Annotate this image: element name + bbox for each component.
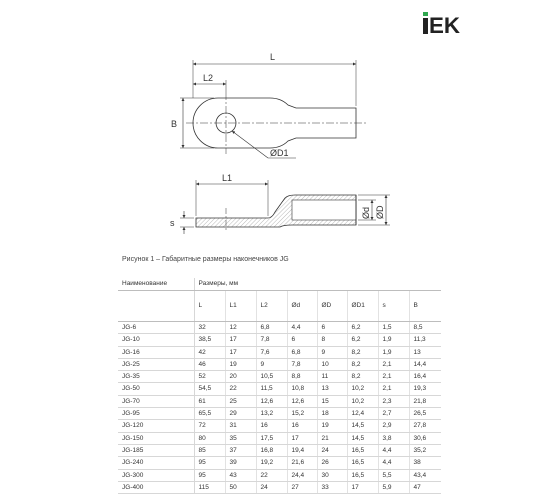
value-cell: 35,2 xyxy=(409,444,441,456)
value-cell: 10 xyxy=(317,358,347,370)
value-cell: 115 xyxy=(194,481,225,493)
value-cell: 2,1 xyxy=(378,371,409,383)
value-cell: 72 xyxy=(194,420,225,432)
value-cell: 11 xyxy=(317,371,347,383)
table-row xyxy=(118,432,441,444)
name-header: Наименование xyxy=(118,278,194,291)
value-cell: 85 xyxy=(194,444,225,456)
value-cell: 1,5 xyxy=(378,322,409,334)
value-cell: 8 xyxy=(317,334,347,346)
group-header: Размеры, мм xyxy=(194,278,441,291)
value-cell: 24 xyxy=(317,444,347,456)
value-cell: 24,4 xyxy=(287,469,317,481)
value-cell: 2,7 xyxy=(378,408,409,420)
lug-drawing xyxy=(0,0,560,250)
value-cell: 26 xyxy=(317,457,347,469)
table-row xyxy=(118,322,441,334)
value-cell: 5,5 xyxy=(378,469,409,481)
value-cell: 22 xyxy=(256,469,287,481)
value-cell: 10,2 xyxy=(347,383,378,395)
value-cell: 6,2 xyxy=(347,322,378,334)
value-cell: 9 xyxy=(256,358,287,370)
dim-D1: ØD1 xyxy=(270,148,289,158)
value-cell: 52 xyxy=(194,371,225,383)
value-cell: 12,4 xyxy=(347,408,378,420)
product-name-cell: JG-35 xyxy=(118,371,194,383)
table-row xyxy=(118,457,441,469)
value-cell: 15,2 xyxy=(287,408,317,420)
value-cell: 47 xyxy=(409,481,441,493)
value-cell: 17 xyxy=(347,481,378,493)
table-row xyxy=(118,358,441,370)
table-row xyxy=(118,334,441,346)
table-row xyxy=(118,481,441,493)
table-row xyxy=(118,346,441,358)
product-name-cell: JG-185 xyxy=(118,444,194,456)
value-cell: 32 xyxy=(194,322,225,334)
dimensions-table xyxy=(118,278,441,494)
value-cell: 7,6 xyxy=(256,346,287,358)
column-header: ØD xyxy=(317,291,347,322)
table-row xyxy=(118,469,441,481)
column-header: s xyxy=(378,291,409,322)
value-cell: 8,8 xyxy=(287,371,317,383)
product-name-cell: JG-16 xyxy=(118,346,194,358)
product-name-cell: JG-50 xyxy=(118,383,194,395)
dim-L1: L1 xyxy=(222,173,233,183)
dim-B: B xyxy=(171,119,178,129)
value-cell: 19 xyxy=(317,420,347,432)
value-cell: 38,5 xyxy=(194,334,225,346)
value-cell: 7,8 xyxy=(256,334,287,346)
dim-L: L xyxy=(270,52,276,62)
product-name-cell: JG-120 xyxy=(118,420,194,432)
value-cell: 24 xyxy=(256,481,287,493)
value-cell: 12 xyxy=(225,322,256,334)
value-cell: 22 xyxy=(225,383,256,395)
value-cell: 19,4 xyxy=(287,444,317,456)
value-cell: 33 xyxy=(317,481,347,493)
value-cell: 11,3 xyxy=(409,334,441,346)
value-cell: 2,1 xyxy=(378,383,409,395)
column-header: ØD1 xyxy=(347,291,378,322)
value-cell: 37 xyxy=(225,444,256,456)
value-cell: 19 xyxy=(225,358,256,370)
value-cell: 17,5 xyxy=(256,432,287,444)
value-cell: 11,5 xyxy=(256,383,287,395)
value-cell: 6 xyxy=(287,334,317,346)
value-cell: 13 xyxy=(409,346,441,358)
value-cell: 2,3 xyxy=(378,395,409,407)
table-row xyxy=(118,395,441,407)
table-row xyxy=(118,371,441,383)
value-cell: 29 xyxy=(225,408,256,420)
value-cell: 95 xyxy=(194,469,225,481)
column-header: L xyxy=(194,291,225,322)
figure-caption: Рисунок 1 – Габаритные размеры наконечников JG xyxy=(122,256,289,263)
value-cell: 8,2 xyxy=(347,371,378,383)
value-cell: 1,9 xyxy=(378,334,409,346)
value-cell: 13,2 xyxy=(256,408,287,420)
value-cell: 26,5 xyxy=(409,408,441,420)
value-cell: 10,8 xyxy=(287,383,317,395)
value-cell: 6,8 xyxy=(256,322,287,334)
value-cell: 6,2 xyxy=(347,334,378,346)
value-cell: 6,8 xyxy=(287,346,317,358)
value-cell: 61 xyxy=(194,395,225,407)
value-cell: 16,5 xyxy=(347,457,378,469)
value-cell: 30 xyxy=(317,469,347,481)
value-cell: 16 xyxy=(287,420,317,432)
value-cell: 17 xyxy=(287,432,317,444)
value-cell: 16,8 xyxy=(256,444,287,456)
value-cell: 25 xyxy=(225,395,256,407)
value-cell: 27,8 xyxy=(409,420,441,432)
value-cell: 30,6 xyxy=(409,432,441,444)
value-cell: 3,8 xyxy=(378,432,409,444)
product-name-cell: JG-10 xyxy=(118,334,194,346)
product-name-cell: JG-300 xyxy=(118,469,194,481)
value-cell: 18 xyxy=(317,408,347,420)
value-cell: 20 xyxy=(225,371,256,383)
table-row xyxy=(118,383,441,395)
value-cell: 16 xyxy=(256,420,287,432)
value-cell: 38 xyxy=(409,457,441,469)
dim-d: Ød xyxy=(361,206,371,219)
value-cell: 21,6 xyxy=(287,457,317,469)
product-name-cell: JG-25 xyxy=(118,358,194,370)
value-cell: 4,4 xyxy=(287,322,317,334)
value-cell: 7,8 xyxy=(287,358,317,370)
product-name-cell: JG-400 xyxy=(118,481,194,493)
dim-s: s xyxy=(170,218,175,228)
column-header-row xyxy=(118,291,441,322)
column-header: Ød xyxy=(287,291,317,322)
column-header: L1 xyxy=(225,291,256,322)
value-cell: 12,6 xyxy=(256,395,287,407)
value-cell: 17 xyxy=(225,334,256,346)
value-cell: 8,2 xyxy=(347,358,378,370)
value-cell: 27 xyxy=(287,481,317,493)
dim-D: ØD xyxy=(375,205,385,219)
dim-L2: L2 xyxy=(203,73,214,83)
value-cell: 54,5 xyxy=(194,383,225,395)
value-cell: 14,5 xyxy=(347,432,378,444)
value-cell: 19,3 xyxy=(409,383,441,395)
value-cell: 8,5 xyxy=(409,322,441,334)
value-cell: 21 xyxy=(317,432,347,444)
value-cell: 1,9 xyxy=(378,346,409,358)
value-cell: 65,5 xyxy=(194,408,225,420)
product-name-cell: JG-240 xyxy=(118,457,194,469)
value-cell: 8,2 xyxy=(347,346,378,358)
value-cell: 43,4 xyxy=(409,469,441,481)
value-cell: 14,5 xyxy=(347,420,378,432)
value-cell: 17 xyxy=(225,346,256,358)
value-cell: 10,2 xyxy=(347,395,378,407)
value-cell: 4,4 xyxy=(378,457,409,469)
value-cell: 2,9 xyxy=(378,420,409,432)
product-name-cell: JG-150 xyxy=(118,432,194,444)
value-cell: 13 xyxy=(317,383,347,395)
value-cell: 2,1 xyxy=(378,358,409,370)
product-name-cell: JG-6 xyxy=(118,322,194,334)
svg-text:EK: EK xyxy=(429,13,461,34)
column-header: B xyxy=(409,291,441,322)
value-cell: 5,9 xyxy=(378,481,409,493)
value-cell: 80 xyxy=(194,432,225,444)
value-cell: 43 xyxy=(225,469,256,481)
table-row xyxy=(118,444,441,456)
value-cell: 19,2 xyxy=(256,457,287,469)
value-cell: 35 xyxy=(225,432,256,444)
value-cell: 16,5 xyxy=(347,469,378,481)
table-body xyxy=(118,322,441,494)
value-cell: 4,4 xyxy=(378,444,409,456)
product-name-cell: JG-95 xyxy=(118,408,194,420)
value-cell: 12,6 xyxy=(287,395,317,407)
product-name-cell: JG-70 xyxy=(118,395,194,407)
value-cell: 16,4 xyxy=(409,371,441,383)
value-cell: 95 xyxy=(194,457,225,469)
value-cell: 14,4 xyxy=(409,358,441,370)
value-cell: 6 xyxy=(317,322,347,334)
value-cell: 16,5 xyxy=(347,444,378,456)
value-cell: 39 xyxy=(225,457,256,469)
value-cell: 9 xyxy=(317,346,347,358)
column-header: L2 xyxy=(256,291,287,322)
table-row xyxy=(118,408,441,420)
value-cell: 50 xyxy=(225,481,256,493)
value-cell: 46 xyxy=(194,358,225,370)
value-cell: 10,5 xyxy=(256,371,287,383)
table-row xyxy=(118,420,441,432)
value-cell: 15 xyxy=(317,395,347,407)
value-cell: 31 xyxy=(225,420,256,432)
side-view xyxy=(180,180,390,234)
value-cell: 21,8 xyxy=(409,395,441,407)
value-cell: 42 xyxy=(194,346,225,358)
